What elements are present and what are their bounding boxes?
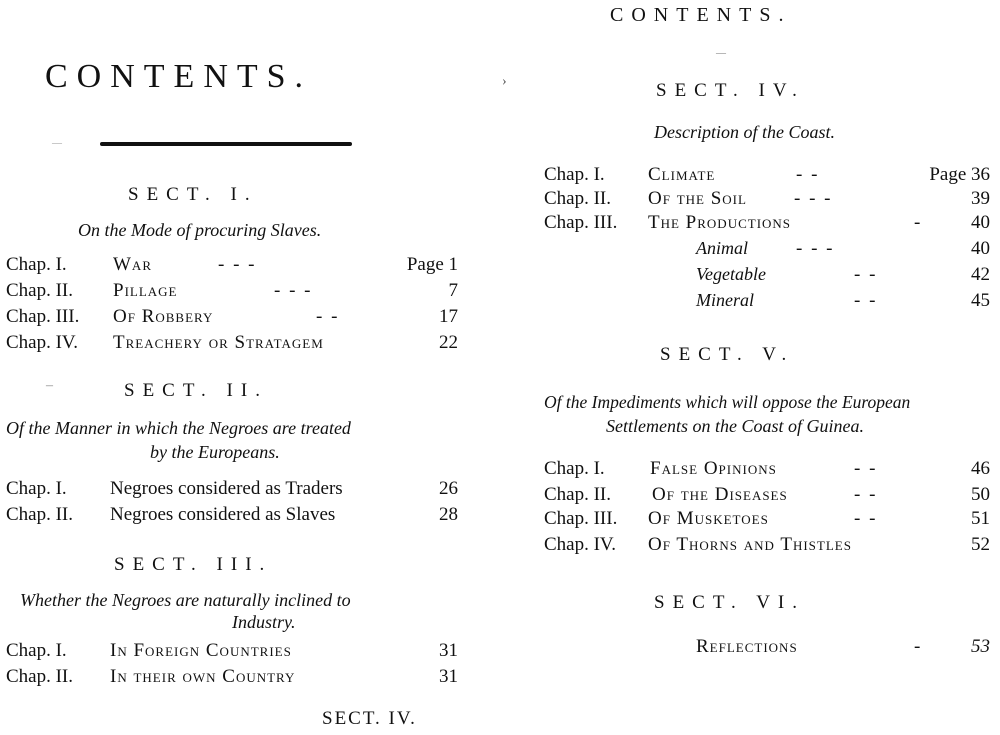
title-rule xyxy=(100,142,352,146)
section-heading: SECT. IV. xyxy=(656,80,805,101)
page-number: 22 xyxy=(439,332,458,353)
toc-row[interactable] xyxy=(6,332,458,356)
page-number: 7 xyxy=(448,280,458,301)
page-title: CONTENTS. xyxy=(45,58,313,95)
page-number: 40 xyxy=(971,238,990,259)
toc-row[interactable] xyxy=(6,504,458,528)
gutter-mark: › xyxy=(502,74,507,89)
page-number: 53 xyxy=(971,636,990,657)
chapter-title: Of Thorns and Thistles xyxy=(648,534,852,555)
chapter-title: Negroes considered as Traders xyxy=(110,478,343,499)
leader-dashes: - - - xyxy=(796,238,835,259)
section-heading: SECT. I. xyxy=(128,184,258,205)
toc-row[interactable] xyxy=(6,666,458,690)
page-number: Page 36 xyxy=(929,164,990,185)
chapter-label: Chap. IV. xyxy=(6,332,78,353)
chapter-title: Reflections xyxy=(696,636,798,657)
page-number: Page 1 xyxy=(406,254,458,275)
subchapter-title: Animal xyxy=(696,238,748,258)
toc-row[interactable] xyxy=(6,478,458,502)
leader-dashes: - - xyxy=(316,306,340,327)
page-number: 26 xyxy=(439,478,458,499)
toc-row[interactable] xyxy=(544,508,990,532)
chapter-label: Chap. IV. xyxy=(544,534,616,555)
page-number: 42 xyxy=(971,264,990,285)
page-number: 51 xyxy=(971,508,990,529)
toc-row[interactable] xyxy=(544,164,990,188)
chapter-title: Climate xyxy=(648,164,716,185)
rule-mark: — xyxy=(716,48,726,59)
section-subtitle: On the Mode of procuring Slaves. xyxy=(78,220,322,240)
section-heading: SECT. V. xyxy=(660,344,795,365)
leader-dashes: - - xyxy=(854,484,878,505)
section-heading: SECT. III. xyxy=(114,554,273,575)
toc-subrow[interactable] xyxy=(544,290,990,314)
chapter-title: Treachery or Stratagem xyxy=(113,332,324,353)
page-number: 46 xyxy=(971,458,990,479)
chapter-title: War xyxy=(113,254,152,275)
page-number: 40 xyxy=(971,212,990,233)
toc-row[interactable] xyxy=(544,212,990,236)
rule-mark: — xyxy=(52,138,62,149)
page-number: 50 xyxy=(971,484,990,505)
chapter-label: Chap. II. xyxy=(544,188,612,209)
chapter-title: False Opinions xyxy=(650,458,777,479)
leader-dashes: - xyxy=(914,636,923,657)
leader-dashes: - - - xyxy=(794,188,833,209)
toc-row[interactable] xyxy=(544,636,990,660)
leader-dashes: - - - xyxy=(274,280,313,301)
subchapter-title: Vegetable xyxy=(696,264,766,284)
chapter-label: Chap. II. xyxy=(6,280,74,301)
stray-mark: – xyxy=(46,378,53,393)
chapter-title: Of the Diseases xyxy=(652,484,788,505)
toc-row[interactable] xyxy=(6,280,458,304)
right-page xyxy=(510,0,1000,735)
section-subtitle: Description of the Coast. xyxy=(654,122,835,142)
toc-subrow[interactable] xyxy=(544,264,990,288)
section-subtitle: Industry. xyxy=(232,612,296,632)
leader-dashes: - - - xyxy=(218,254,257,275)
section-subtitle: Whether the Negroes are naturally inclined to xyxy=(20,590,351,610)
page-number: 52 xyxy=(971,534,990,555)
chapter-label: Chap. III. xyxy=(544,212,618,233)
chapter-label: Chap. I. xyxy=(6,640,67,661)
leader-dashes: - - xyxy=(854,458,878,479)
chapter-label: Chap. I. xyxy=(544,458,605,479)
chapter-label: Chap. III. xyxy=(6,306,80,327)
chapter-label: Chap. II. xyxy=(6,666,74,687)
chapter-title: Of Musketoes xyxy=(648,508,769,529)
page-title: CONTENTS. xyxy=(610,4,792,26)
toc-row[interactable] xyxy=(544,484,990,508)
toc-row[interactable] xyxy=(544,458,990,482)
leader-dashes: - xyxy=(914,212,923,233)
page-number: 17 xyxy=(439,306,458,327)
toc-row[interactable] xyxy=(6,306,458,330)
leader-dashes: - - xyxy=(854,264,878,285)
page-number: 31 xyxy=(439,640,458,661)
section-subtitle: Settlements on the Coast of Guinea. xyxy=(606,416,864,436)
leader-dashes: - - xyxy=(796,164,820,185)
page-number: 39 xyxy=(971,188,990,209)
chapter-title: Of Robbery xyxy=(113,306,214,327)
chapter-title: In Foreign Countries xyxy=(110,640,292,661)
section-subtitle: by the Europeans. xyxy=(150,442,280,462)
section-heading: SECT. VI. xyxy=(654,592,805,613)
chapter-label: Chap. II. xyxy=(6,504,74,525)
toc-row[interactable] xyxy=(544,534,990,558)
toc-row[interactable] xyxy=(6,640,458,664)
toc-row[interactable] xyxy=(6,254,458,278)
subchapter-title: Mineral xyxy=(696,290,754,310)
chapter-label: Chap. III. xyxy=(544,508,618,529)
section-subtitle: Of the Impediments which will oppose the European xyxy=(544,392,911,412)
page-number: 31 xyxy=(439,666,458,687)
toc-row[interactable] xyxy=(544,188,990,212)
chapter-label: Chap. I. xyxy=(544,164,605,185)
leader-dashes: - - xyxy=(854,508,878,529)
toc-subrow[interactable] xyxy=(544,238,990,262)
page-number: 28 xyxy=(439,504,458,525)
chapter-title: The Productions xyxy=(648,212,792,233)
chapter-title: Negroes considered as Slaves xyxy=(110,504,336,525)
left-page xyxy=(0,0,490,735)
page-number: 45 xyxy=(971,290,990,311)
section-subtitle: Of the Manner in which the Negroes are treated xyxy=(6,418,351,438)
leader-dashes: - - xyxy=(854,290,878,311)
catchword-heading: SECT. IV. xyxy=(322,708,417,729)
chapter-label: Chap. I. xyxy=(6,478,67,499)
chapter-label: Chap. II. xyxy=(544,484,612,505)
chapter-title: In their own Country xyxy=(110,666,296,687)
chapter-title: Pillage xyxy=(113,280,178,301)
chapter-label: Chap. I. xyxy=(6,254,67,275)
section-heading: SECT. II. xyxy=(124,380,268,401)
chapter-title: Of the Soil xyxy=(648,188,747,209)
